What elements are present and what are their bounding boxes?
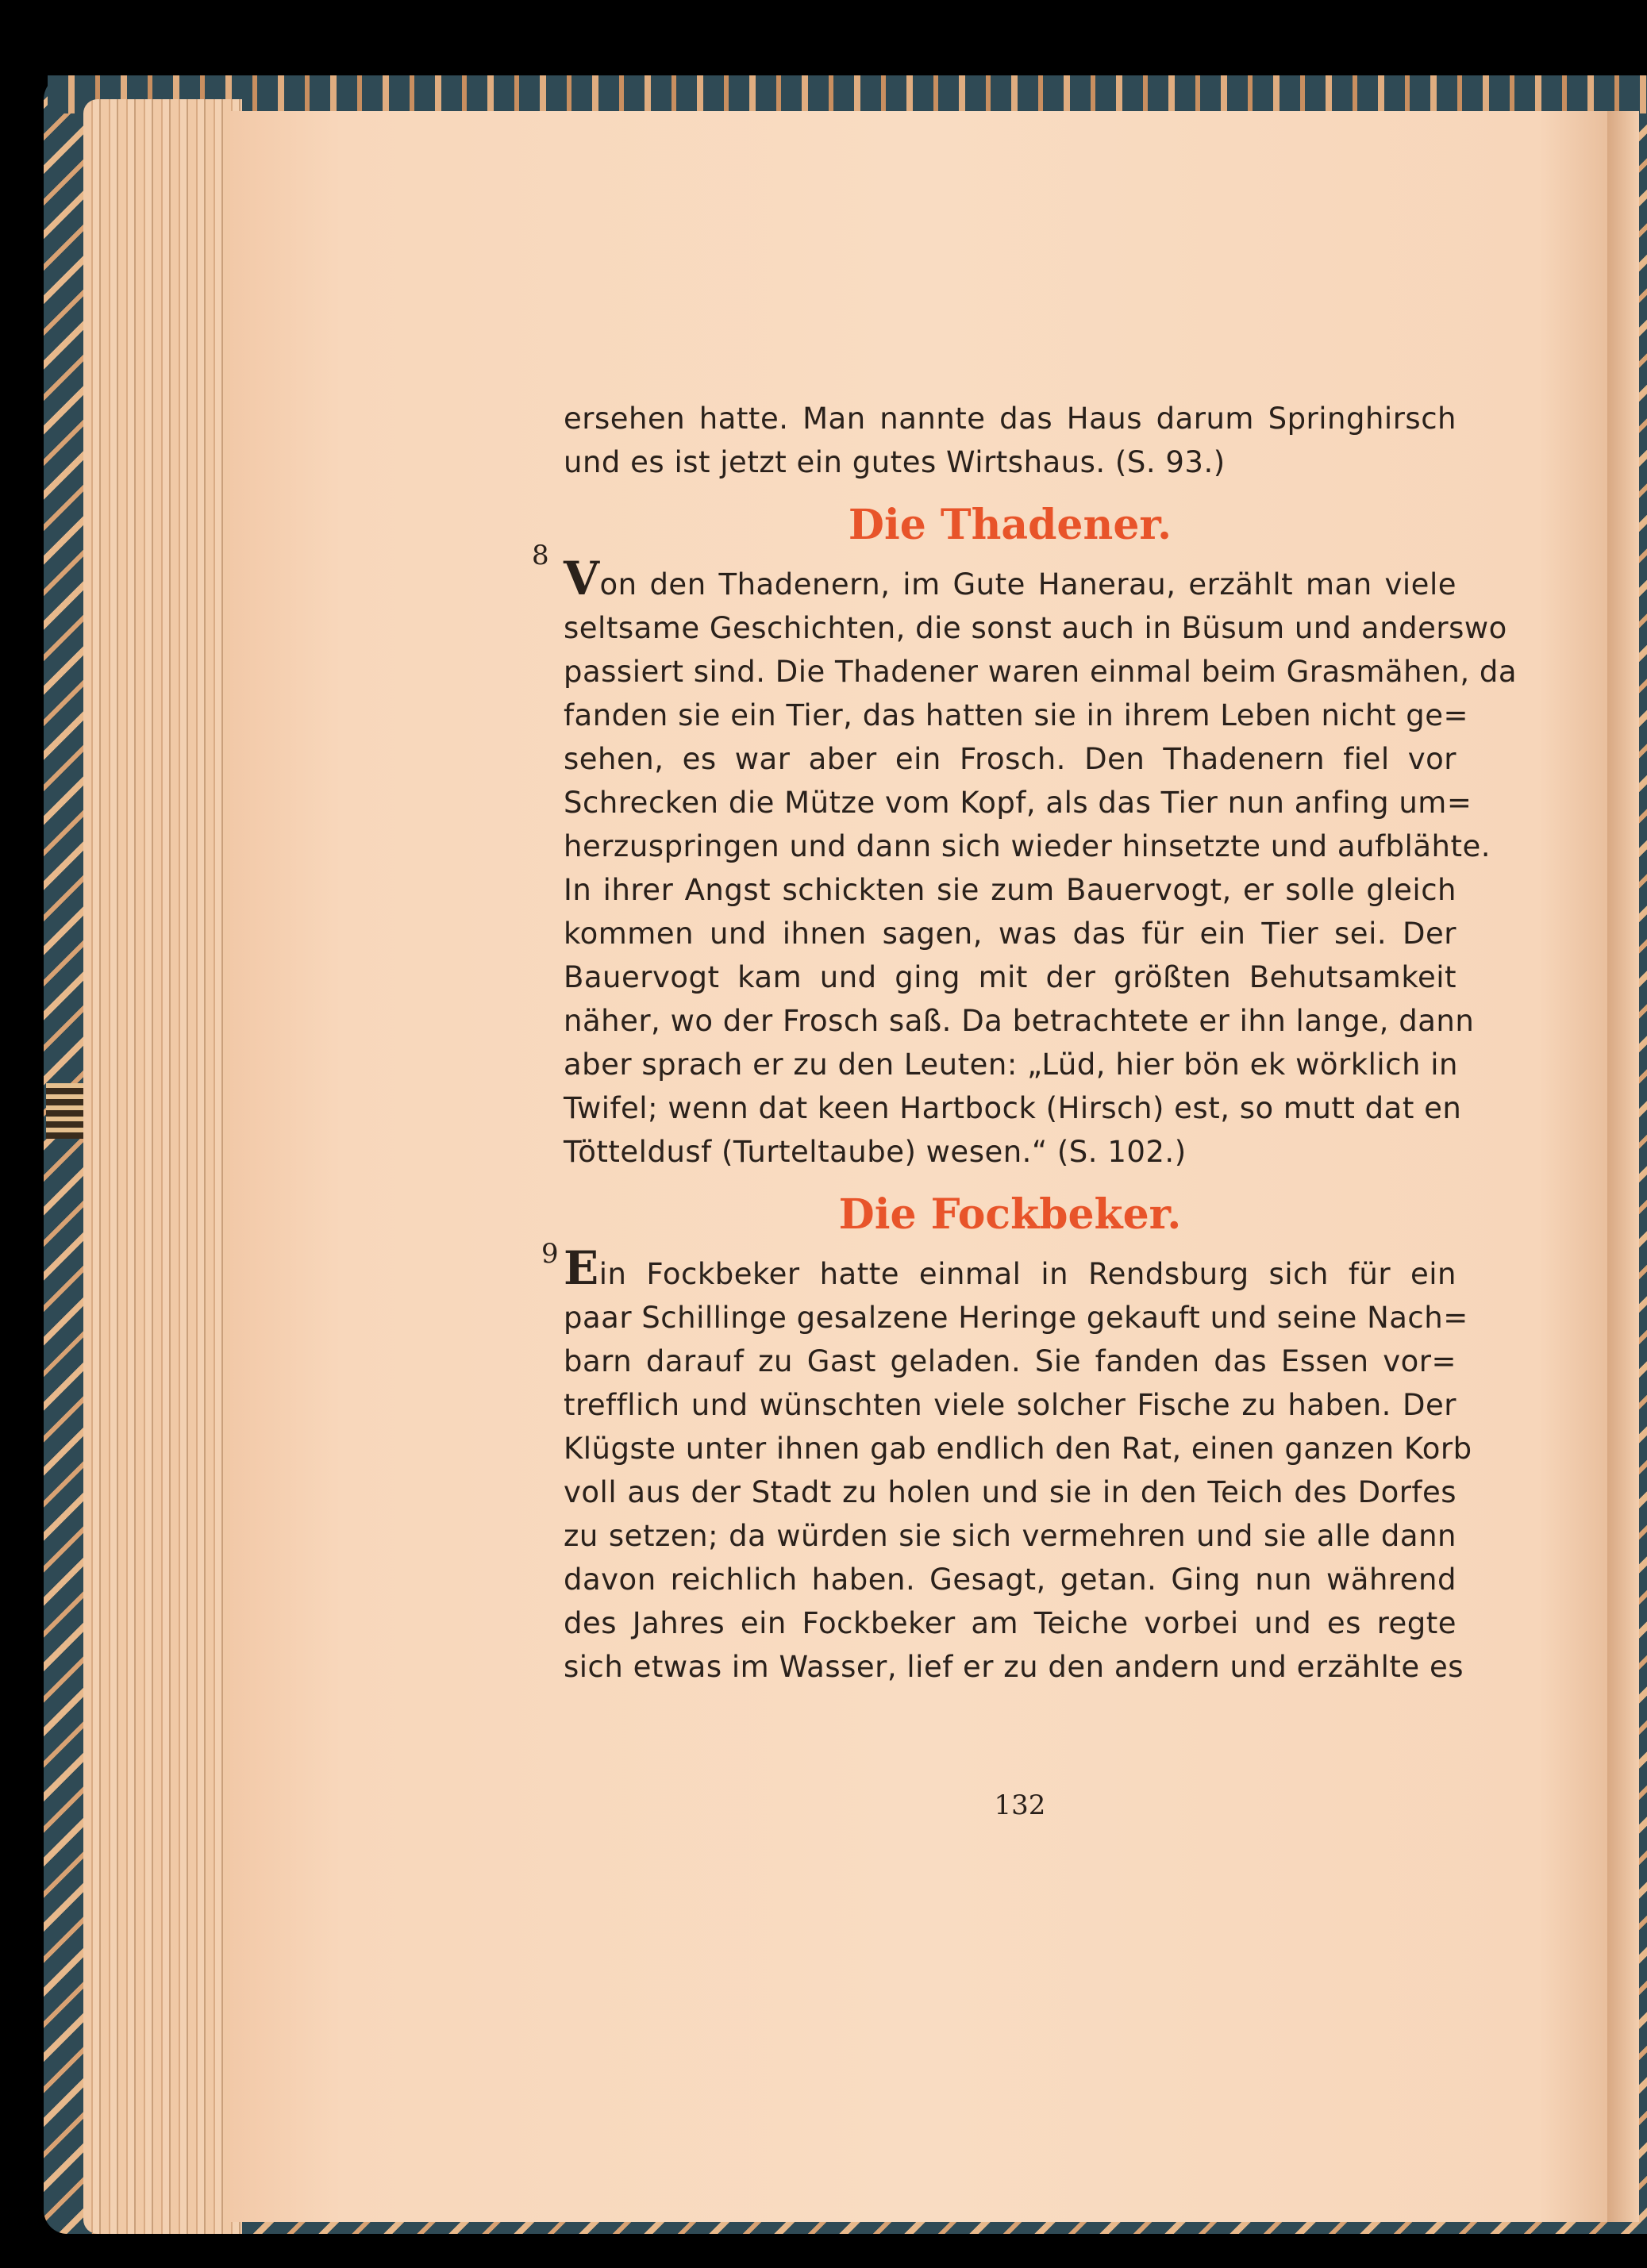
text-line: seltsame Geschichten, die sonst auch in Büsum und anderswo — [564, 611, 1507, 645]
text-line: kommen und ihnen sagen, was das für ein Tier sei. Der — [564, 917, 1457, 951]
story-title-fockbeker: Die Fockbeker. — [838, 1190, 1182, 1239]
story-title-thadener: Die Thadener. — [848, 501, 1172, 549]
text-line-rest: in Fockbeker hatte einmal in Rendsburg sich für ein — [598, 1257, 1457, 1291]
text-line: barn darauf zu Gast geladen. Sie fanden das Essen vor= — [564, 1344, 1457, 1378]
dropcap: E — [564, 1241, 599, 1295]
margin-number-9: 9 — [541, 1238, 559, 1270]
page-number: 132 — [994, 1789, 1046, 1821]
text-line: Schrecken die Mütze vom Kopf, als das Tier nun anfing um= — [564, 786, 1472, 820]
text-line-first — [564, 552, 1457, 606]
text-line: Tötteldusf (Turteltaube) wesen.“ (S. 102.) — [564, 1135, 1187, 1169]
text-line: herzuspringen und dann sich wieder hinsetzte und aufblähte. — [564, 829, 1491, 863]
text-line: sich etwas im Wasser, lief er zu den andern und erzählte es — [564, 1650, 1464, 1684]
text-line: paar Schillinge gesalzene Heringe gekauft und seine Nach= — [564, 1301, 1468, 1335]
text-line: voll aus der Stadt zu holen und sie in den Teich des Dorfes — [564, 1475, 1457, 1509]
page-gutter — [1607, 111, 1639, 2222]
cover-ornament — [46, 1083, 86, 1139]
text-line-first — [564, 1241, 1457, 1296]
text-line: zu setzen; da würden sie sich vermehren und sie alle dann — [564, 1519, 1457, 1553]
text-line: passiert sind. Die Thadener waren einmal beim Grasmähen, da — [564, 655, 1517, 689]
dropcap: V — [564, 552, 600, 605]
text-line: trefflich und wünschten viele solcher Fische zu haben. Der — [564, 1388, 1457, 1422]
text-line-rest: on den Thadenern, im Gute Hanerau, erzählt man viele — [599, 567, 1457, 602]
text-column — [564, 397, 1517, 1689]
page-edges — [83, 99, 242, 2234]
cover-pattern-top — [48, 75, 1647, 113]
text-line: In ihrer Angst schickten sie zum Bauervogt, er solle gleich — [564, 873, 1457, 907]
text-line: ersehen hatte. Man nannte das Haus darum Springhirsch — [564, 402, 1457, 436]
text-line: näher, wo der Frosch saß. Da betrachtete er ihn lange, dann — [564, 1004, 1475, 1038]
text-line: sehen, es war aber ein Frosch. Den Thadenern fiel vor — [564, 742, 1457, 776]
text-line: aber sprach er zu den Leuten: „Lüd, hier bön ek wörklich in — [564, 1048, 1458, 1082]
margin-number-8: 8 — [532, 540, 549, 571]
text-line: fanden sie ein Tier, das hatten sie in ihrem Leben nicht ge= — [564, 698, 1468, 732]
text-line: Bauervogt kam und ging mit der größten Behutsamkeit — [564, 960, 1457, 994]
text-line: Twifel; wenn dat keen Hartbock (Hirsch) est, so mutt dat en — [564, 1091, 1462, 1125]
text-line: Klügste unter ihnen gab endlich den Rat, einen ganzen Korb — [564, 1432, 1472, 1466]
text-line: und es ist jetzt ein gutes Wirtshaus. (S. 93.) — [564, 445, 1226, 479]
text-line: davon reichlich haben. Gesagt, getan. Ging nun während — [564, 1563, 1457, 1597]
text-line: des Jahres ein Fockbeker am Teiche vorbei und es regte — [564, 1606, 1457, 1640]
